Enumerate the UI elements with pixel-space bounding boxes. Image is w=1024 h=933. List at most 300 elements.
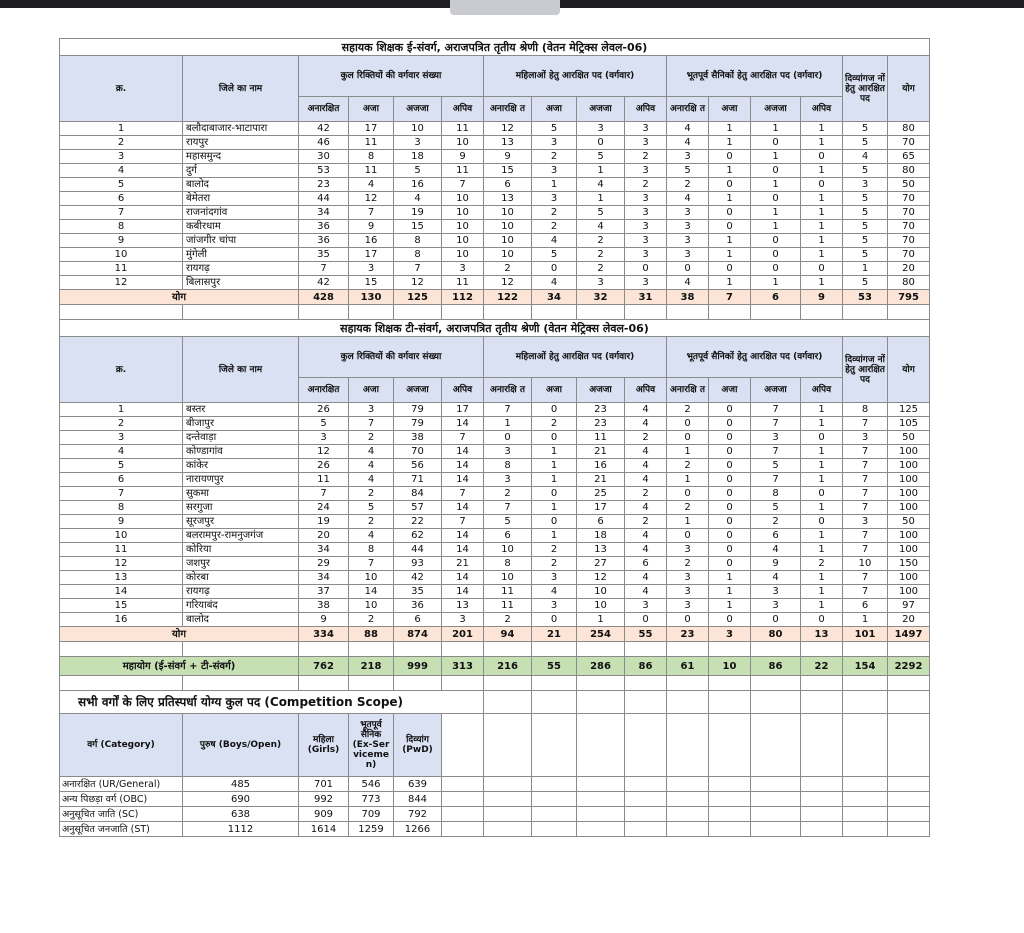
cell: 1 — [801, 403, 843, 417]
cell: 2 — [60, 136, 183, 150]
cell: 2 — [625, 150, 667, 164]
cell: 11 — [299, 473, 349, 487]
cell: 1 — [801, 276, 843, 290]
subheader-cell: अपिव — [442, 378, 484, 403]
cell: 3 — [442, 613, 484, 627]
empty-cell — [888, 305, 930, 320]
empty-cell — [577, 822, 625, 837]
empty-cell — [709, 807, 751, 822]
empty-cell — [577, 777, 625, 792]
cell: 2 — [532, 220, 577, 234]
empty-cell — [484, 807, 532, 822]
cell: 11 — [577, 431, 625, 445]
cell: 7 — [349, 557, 394, 571]
empty-cell — [667, 822, 709, 837]
subheader-cell: अनारक्षि त — [484, 378, 532, 403]
cell: 7 — [484, 403, 532, 417]
grand-total-cell: 10 — [709, 657, 751, 676]
cell: 7 — [442, 487, 484, 501]
cell: 2 — [577, 234, 625, 248]
cell: 70 — [888, 192, 930, 206]
cell: 10 — [577, 599, 625, 613]
cell: 100 — [888, 571, 930, 585]
total-cell: 254 — [577, 627, 625, 642]
cell: 12 — [60, 557, 183, 571]
total-label: योग — [60, 290, 299, 305]
total-cell: 122 — [484, 290, 532, 305]
cell: 4 — [625, 417, 667, 431]
cell: 7 — [751, 473, 801, 487]
cell: 100 — [888, 501, 930, 515]
cell: 8 — [394, 234, 442, 248]
cell: 1 — [709, 248, 751, 262]
table-row — [60, 276, 930, 290]
cell: 4 — [349, 529, 394, 543]
empty-cell — [801, 305, 843, 320]
empty-cell — [532, 714, 577, 777]
cell: 23 — [299, 178, 349, 192]
cell: 8 — [60, 501, 183, 515]
cell: 97 — [888, 599, 930, 613]
subheader-cell: अजा — [532, 378, 577, 403]
cell: 6 — [60, 192, 183, 206]
grand-total-cell: 86 — [751, 657, 801, 676]
district-name: नारायणपुर — [183, 473, 299, 487]
cell: 2 — [532, 206, 577, 220]
cell: 1 — [709, 122, 751, 136]
total-cell: 201 — [442, 627, 484, 642]
empty-cell — [625, 676, 667, 691]
cell: 10 — [484, 206, 532, 220]
cell: 3 — [532, 192, 577, 206]
cell: 1 — [751, 220, 801, 234]
cell: 1 — [843, 262, 888, 276]
cell: 13 — [484, 192, 532, 206]
cell: 4 — [349, 473, 394, 487]
cell: 1 — [801, 248, 843, 262]
empty-cell — [667, 305, 709, 320]
total-cell: 1497 — [888, 627, 930, 642]
cell: 22 — [394, 515, 442, 529]
cell: 100 — [888, 543, 930, 557]
cell: 36 — [394, 599, 442, 613]
cell: 1 — [801, 234, 843, 248]
cell: 1 — [801, 192, 843, 206]
cell: 5 — [843, 206, 888, 220]
cell: 70 — [888, 206, 930, 220]
cell: 0 — [709, 150, 751, 164]
cell: 7 — [843, 571, 888, 585]
cell: 0 — [751, 234, 801, 248]
empty-cell — [801, 676, 843, 691]
cell: 1 — [577, 164, 625, 178]
cell: 0 — [709, 445, 751, 459]
table-row — [60, 248, 930, 262]
district-name: रायगढ़ — [183, 585, 299, 599]
empty-cell — [442, 822, 484, 837]
empty-cell — [625, 642, 667, 657]
cell: 709 — [349, 807, 394, 822]
empty-cell — [299, 642, 349, 657]
gap-row — [60, 642, 930, 657]
cell: 100 — [888, 473, 930, 487]
cell: 5 — [751, 459, 801, 473]
cell: 12 — [349, 192, 394, 206]
empty-cell — [709, 792, 751, 807]
cell: 0 — [532, 613, 577, 627]
cell: 7 — [751, 403, 801, 417]
cell: 0 — [484, 431, 532, 445]
cell: 3 — [625, 192, 667, 206]
cell: 2 — [349, 613, 394, 627]
cell: 14 — [442, 445, 484, 459]
cell: 0 — [709, 262, 751, 276]
header-district: जिले का नाम — [183, 337, 299, 403]
empty-cell — [484, 714, 532, 777]
empty-cell — [577, 676, 625, 691]
empty-cell — [751, 691, 801, 714]
cell: 2 — [577, 248, 625, 262]
table-row — [60, 571, 930, 585]
empty-cell — [577, 691, 625, 714]
competition-title-row — [60, 691, 930, 714]
cell: 0 — [709, 487, 751, 501]
cell: 13 — [60, 571, 183, 585]
competition-header-boys: पुरुष (Boys/Open) — [183, 714, 299, 777]
cell: 0 — [801, 262, 843, 276]
cell: 15 — [484, 164, 532, 178]
cell: 1 — [709, 599, 751, 613]
spreadsheet — [59, 38, 930, 837]
cell: 42 — [299, 276, 349, 290]
cell: 18 — [394, 150, 442, 164]
empty-cell — [577, 792, 625, 807]
cell: 7 — [299, 487, 349, 501]
empty-cell — [625, 305, 667, 320]
cell: 11 — [349, 136, 394, 150]
cell: 7 — [60, 206, 183, 220]
cell: 100 — [888, 585, 930, 599]
cell: 0 — [709, 206, 751, 220]
empty-cell — [751, 777, 801, 792]
grand-total-cell: 216 — [484, 657, 532, 676]
empty-cell — [532, 691, 577, 714]
cell: 7 — [349, 417, 394, 431]
cell: 11 — [442, 164, 484, 178]
total-cell: 101 — [843, 627, 888, 642]
cell: 1 — [532, 459, 577, 473]
empty-cell — [299, 676, 349, 691]
empty-cell — [667, 792, 709, 807]
cell: 0 — [709, 501, 751, 515]
cell: 0 — [709, 613, 751, 627]
table-row — [60, 613, 930, 627]
cell: 0 — [532, 262, 577, 276]
table-row — [60, 417, 930, 431]
empty-cell — [667, 807, 709, 822]
cell: 11 — [484, 599, 532, 613]
empty-cell — [843, 691, 888, 714]
cell: 3 — [667, 150, 709, 164]
empty-cell — [484, 777, 532, 792]
cell: 3 — [532, 164, 577, 178]
header-exsm-reserved: भूतपूर्व सैनिकों हेतु आरक्षित पद (वर्गवार) — [667, 337, 843, 378]
total-cell: 31 — [625, 290, 667, 305]
cell: 12 — [60, 276, 183, 290]
cell: 4 — [625, 445, 667, 459]
district-name: मुंगेली — [183, 248, 299, 262]
header-exsm-reserved: भूतपूर्व सैनिकों हेतु आरक्षित पद (वर्गवार) — [667, 56, 843, 97]
empty-cell — [843, 822, 888, 837]
cell: 3 — [532, 136, 577, 150]
e_cadre-header-row — [60, 56, 930, 97]
cell: 2 — [484, 613, 532, 627]
empty-cell — [667, 777, 709, 792]
cell: 7 — [442, 431, 484, 445]
cell: 1 — [532, 473, 577, 487]
cell: 19 — [299, 515, 349, 529]
cell: 1 — [801, 164, 843, 178]
district-name: जशपुर — [183, 557, 299, 571]
cell: 3 — [843, 431, 888, 445]
empty-cell — [484, 691, 532, 714]
subheader-cell: अजा — [532, 97, 577, 122]
cell: 4 — [625, 459, 667, 473]
cell: 23 — [577, 417, 625, 431]
cell: 1 — [801, 473, 843, 487]
cell: 7 — [442, 178, 484, 192]
district-name: जांजगीर चांपा — [183, 234, 299, 248]
cell: 4 — [532, 234, 577, 248]
cell: 10 — [60, 529, 183, 543]
empty-cell — [888, 777, 930, 792]
subheader-cell: अजजा — [577, 378, 625, 403]
cell: 38 — [394, 431, 442, 445]
empty-cell — [484, 676, 532, 691]
empty-cell — [888, 676, 930, 691]
cell: 909 — [299, 807, 349, 822]
cell: 53 — [299, 164, 349, 178]
district-name: कांकेर — [183, 459, 299, 473]
cell: 1 — [801, 501, 843, 515]
cell: 1 — [801, 206, 843, 220]
cell: 3 — [349, 403, 394, 417]
cell: 6 — [843, 599, 888, 613]
cell: 1 — [843, 613, 888, 627]
cell: 792 — [394, 807, 442, 822]
table-row — [60, 487, 930, 501]
cell: 7 — [484, 501, 532, 515]
district-name: दन्तेवाड़ा — [183, 431, 299, 445]
cell: 3 — [349, 262, 394, 276]
district-name: राजनांदगांव — [183, 206, 299, 220]
empty-cell — [751, 642, 801, 657]
subheader-cell: अजजा — [751, 378, 801, 403]
category-name: अनुसूचित जाति (SC) — [60, 807, 183, 822]
cell: 701 — [299, 777, 349, 792]
cell: 34 — [299, 543, 349, 557]
cell: 10 — [442, 234, 484, 248]
cell: 1 — [709, 571, 751, 585]
cell: 5 — [577, 150, 625, 164]
cell: 15 — [394, 220, 442, 234]
cell: 8 — [484, 459, 532, 473]
gap-row — [60, 305, 930, 320]
total-cell: 130 — [349, 290, 394, 305]
cell: 2 — [532, 543, 577, 557]
cell: 6 — [60, 473, 183, 487]
grand-total-cell: 154 — [843, 657, 888, 676]
empty-cell — [625, 714, 667, 777]
table-row — [60, 150, 930, 164]
total-cell: 23 — [667, 627, 709, 642]
cell: 1 — [667, 515, 709, 529]
cell: 5 — [843, 220, 888, 234]
district-name: गरियाबंद — [183, 599, 299, 613]
cell: 3 — [484, 473, 532, 487]
cell: 1 — [801, 417, 843, 431]
cell: 0 — [801, 178, 843, 192]
cell: 4 — [577, 178, 625, 192]
district-name: बेमेतरा — [183, 192, 299, 206]
cell: 34 — [299, 206, 349, 220]
total-cell: 9 — [801, 290, 843, 305]
empty-cell — [60, 305, 183, 320]
district-name: कबीरधाम — [183, 220, 299, 234]
cell: 0 — [532, 515, 577, 529]
cell: 0 — [709, 543, 751, 557]
cell: 5 — [484, 515, 532, 529]
cell: 1 — [801, 585, 843, 599]
empty-cell — [577, 714, 625, 777]
cell: 4 — [394, 192, 442, 206]
cell: 36 — [299, 220, 349, 234]
empty-cell — [888, 642, 930, 657]
cell: 9 — [60, 515, 183, 529]
cell: 100 — [888, 529, 930, 543]
cell: 1 — [60, 122, 183, 136]
subheader-cell: अपिव — [442, 97, 484, 122]
header-pwd-reserved: दिव्यांगज नों हेतु आरक्षित पद — [843, 56, 888, 122]
cell: 5 — [843, 136, 888, 150]
header-sno: क्र. — [60, 337, 183, 403]
empty-cell — [709, 676, 751, 691]
grand-total-cell: 55 — [532, 657, 577, 676]
cell: 4 — [532, 585, 577, 599]
empty-cell — [888, 792, 930, 807]
table-row — [60, 431, 930, 445]
cell: 2 — [625, 431, 667, 445]
empty-cell — [532, 792, 577, 807]
cell: 3 — [484, 445, 532, 459]
competition-row — [60, 822, 930, 837]
empty-cell — [751, 792, 801, 807]
cell: 20 — [888, 262, 930, 276]
empty-cell — [349, 676, 394, 691]
cell: 65 — [888, 150, 930, 164]
cell: 20 — [888, 613, 930, 627]
empty-cell — [442, 792, 484, 807]
cell: 3 — [394, 136, 442, 150]
cell: 50 — [888, 515, 930, 529]
cell: 6 — [577, 515, 625, 529]
cell: 21 — [442, 557, 484, 571]
district-name: सूरजपुर — [183, 515, 299, 529]
cell: 639 — [394, 777, 442, 792]
cell: 2 — [751, 515, 801, 529]
empty-cell — [801, 642, 843, 657]
cell: 100 — [888, 459, 930, 473]
subheader-cell: अनारक्षित — [299, 97, 349, 122]
subheader-cell: अजजा — [394, 97, 442, 122]
cell: 5 — [394, 164, 442, 178]
cell: 10 — [484, 543, 532, 557]
cell: 1 — [751, 150, 801, 164]
cell: 2 — [484, 262, 532, 276]
cell: 0 — [709, 459, 751, 473]
cell: 485 — [183, 777, 299, 792]
empty-cell — [709, 305, 751, 320]
empty-cell — [751, 305, 801, 320]
grand-total-cell: 218 — [349, 657, 394, 676]
empty-cell — [625, 807, 667, 822]
cell: 79 — [394, 403, 442, 417]
cell: 13 — [442, 599, 484, 613]
empty-cell — [183, 642, 299, 657]
table-row — [60, 543, 930, 557]
cell: 0 — [801, 150, 843, 164]
total-cell: 112 — [442, 290, 484, 305]
total-cell: 795 — [888, 290, 930, 305]
cell: 0 — [625, 262, 667, 276]
cell: 12 — [484, 276, 532, 290]
empty-cell — [888, 691, 930, 714]
total-cell: 21 — [532, 627, 577, 642]
cell: 2 — [667, 459, 709, 473]
total-cell: 80 — [751, 627, 801, 642]
empty-cell — [183, 676, 299, 691]
cell: 50 — [888, 178, 930, 192]
empty-cell — [843, 807, 888, 822]
empty-cell — [577, 807, 625, 822]
cell: 5 — [60, 459, 183, 473]
cell: 10 — [349, 571, 394, 585]
cell: 35 — [299, 248, 349, 262]
cell: 6 — [751, 529, 801, 543]
total-cell: 88 — [349, 627, 394, 642]
cell: 24 — [299, 501, 349, 515]
cell: 4 — [60, 164, 183, 178]
cell: 7 — [843, 487, 888, 501]
cell: 80 — [888, 164, 930, 178]
cell: 1 — [801, 529, 843, 543]
cell: 1 — [532, 178, 577, 192]
table-row — [60, 501, 930, 515]
cell: 50 — [888, 431, 930, 445]
header-total: योग — [888, 337, 930, 403]
empty-cell — [484, 642, 532, 657]
cell: 44 — [394, 543, 442, 557]
browser-tab[interactable] — [450, 0, 560, 15]
empty-cell — [394, 676, 442, 691]
grand-total-cell: 762 — [299, 657, 349, 676]
cell: 0 — [709, 178, 751, 192]
cell: 44 — [299, 192, 349, 206]
subheader-cell: अजा — [349, 97, 394, 122]
subheader-cell: अपिव — [625, 378, 667, 403]
cell: 3 — [625, 122, 667, 136]
t_cadre-title: सहायक शिक्षक टी-संवर्ग, अराजपत्रित तृतीय श्रेणी (वेतन मेट्रिक्स लेवल-06) — [60, 320, 930, 337]
